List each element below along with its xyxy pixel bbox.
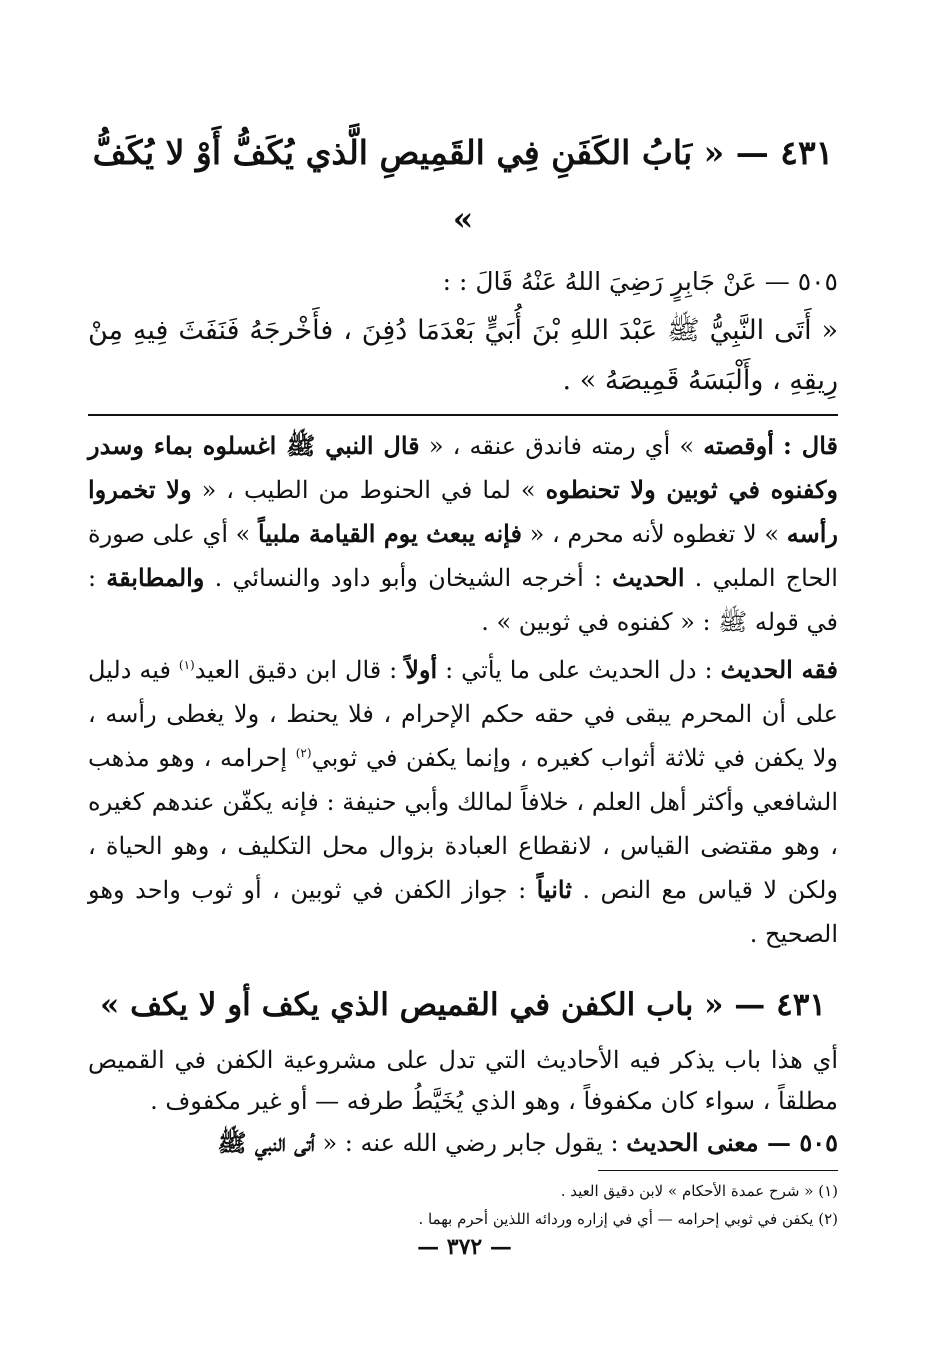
commentary-text: » أي على صورة الحاج الملبي . [88,520,838,592]
footnote: (٢) يكفن في ثوبي إحرامه — أي في إزاره وردائه اللذين أحرم بهما . [418,1210,838,1228]
page-body [88,120,838,1233]
commentary-paragraph [88,424,838,644]
footnote-ref[interactable]: (٢) [295,746,312,760]
fiqh-text: : دل الحديث على ما يأتي : [445,656,713,684]
commentary-term: أوقصته [703,431,774,460]
fiqh-text: إحرامه ، وهو مذهب الشافعي وأكثر أهل العلم ، خلافاً لمالك وأبي حنيفة : فإنه يكفّن عندهم كغيره ، وهو مقتضى القياس ، لانقطاع العبادة بزوال محل التكليف ، وهو الحياة ، ولكن لا قياس مع النص . [88,744,838,904]
footnote-divider [598,1170,838,1171]
meaning-label: ٥٠٥ — معنى الحديث [626,1128,838,1157]
commentary-label: والمطابقة [106,563,205,592]
page-number: — ٣٧٢ — [417,1234,512,1260]
fiqh-text: : قال ابن دقيق العيد [194,656,398,684]
meaning-text: : يقول جابر رضي الله عنه : « [322,1129,619,1157]
commentary-text: : أخرجه الشيخان وأبو داود والنسائي . [214,564,602,592]
section-title: ٤٣١ — « باب الكفن في القميص الذي يكف أو لا يكف » [99,987,827,1023]
fiqh-first-label: أولاً [405,655,438,684]
footnote: (١) « شرح عمدة الأحكام » لابن دقيق العيد . [560,1182,838,1200]
commentary-text: » لما في الحنوط من الطيب ، « [201,476,536,504]
commentary-text: : في قوله ﷺ : « كفنوه في ثوبين » . [88,564,838,636]
commentary-quote: فإنه يبعث يوم القيامة ملبياً [258,519,522,548]
commentary-label: الحديث [612,563,685,592]
fiqh-paragraph [88,648,838,956]
commentary-text: » أي رمته فاندق عنقه ، « [428,432,695,460]
section-explanation: أي هذا باب يذكر فيه الأحاديث التي تدل على مشروعية الكفن في القميص مطلقاً ، سواء كان مكفوفاً ، وهو الذي يُخَيَّطُ طرفه — أو غير مكفوف . [88,1046,838,1115]
fiqh-text: فيه دليل على أن المحرم يبقى في حقه حكم الإحرام ، فلا يحنط ، ولا يغطى رأسه ، ولا يكفن في ثلاثة أثواب كغيره ، وإنما يكفن في ثوبي [88,656,838,772]
section-divider [88,414,838,416]
fiqh-label: فقه الحديث [720,655,838,684]
commentary-quote: قال النبي ﷺ اغسلوه بماء وسدر وكفنوه في ثوبين ولا تحنطوه [88,431,839,504]
fiqh-text: : جواز الكفن في ثوبين ، أو ثوب واحد وهو الصحيح . [88,876,838,948]
commentary-quote: ولا تخمروا رأسه [88,475,838,548]
meaning-quote: أتى النبي ﷺ [217,1128,315,1157]
footnote-ref[interactable]: (١) [178,658,195,672]
hadith-text: « أَتَى النَّبِيُّ ﷺ عَبْدَ اللهِ بْنَ أُبَيٍّ بَعْدَمَا دُفِنَ ، فأَخْرجَهُ فَنَفَثَ فِيهِ مِنْ رِيقِهِ ، وأَلْبَسَهُ قَمِيصَهُ » . [88,315,838,396]
fiqh-second-label: ثانياً [536,875,572,904]
chapter-title: ٤٣١ — « بَابُ الكَفَنِ فِي القَمِيصِ الَّذي يُكَفُّ أَوْ لا يُكَفُّ » [92,133,834,238]
commentary-label: قال : [783,431,839,460]
hadith-intro: ٥٠٥ — عَنْ جَابِرٍ رَضِيَ اللهُ عَنْهُ قَالَ : : [442,267,838,296]
meaning-line [88,1122,838,1164]
commentary-text: » لا تغطوه لأنه محرم ، « [529,520,780,548]
